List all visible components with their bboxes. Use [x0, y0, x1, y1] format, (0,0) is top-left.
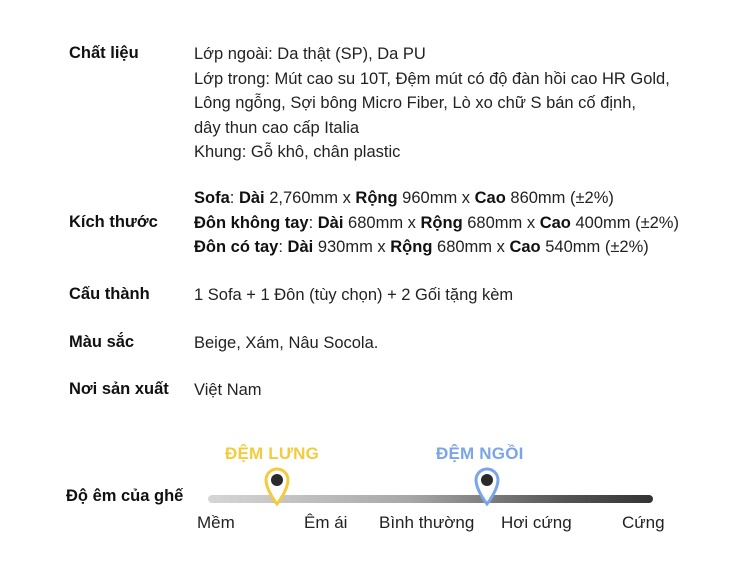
- scale-label-soft: Mềm: [197, 513, 235, 532]
- material-line: Lông ngỗng, Sợi bông Micro Fiber, Lò xo chữ S bán cố định,: [194, 94, 636, 112]
- material-label: Chất liệu: [69, 44, 139, 62]
- color-value: Beige, Xám, Nâu Socola.: [194, 334, 379, 352]
- material-line: Khung: Gỗ khô, chân plastic: [194, 143, 401, 161]
- size-label: Kích thước: [69, 213, 158, 231]
- seat-marker-title: ĐỆM NGỒI: [436, 444, 524, 463]
- material-line: Lớp trong: Mút cao su 10T, Đệm mút có độ đàn hồi cao HR Gold,: [194, 69, 670, 88]
- material-value: [194, 42, 670, 165]
- size-value: [194, 186, 679, 260]
- softness-label: Độ êm của ghế: [66, 487, 184, 505]
- size-row-ottoman-arm: Đôn có tay: Dài 930mm x Rộng 680mm x Cao 540mm (±2%): [194, 238, 649, 256]
- origin-value: Việt Nam: [194, 381, 262, 399]
- size-row-ottoman: Đôn không tay: Dài 680mm x Rộng 680mm x Cao 400mm (±2%): [194, 213, 679, 232]
- backrest-pin-icon: [263, 466, 291, 506]
- scale-label-hard: Cứng: [622, 513, 665, 532]
- backrest-marker-title: ĐỆM LƯNG: [225, 444, 320, 463]
- scale-label-firm: Hơi cứng: [501, 513, 572, 532]
- seat-pin-icon: [473, 466, 501, 506]
- scale-label-comfort: Êm ái: [304, 513, 348, 532]
- composition-label: Cấu thành: [69, 285, 150, 303]
- material-line: dây thun cao cấp Italia: [194, 118, 360, 137]
- material-line: Lớp ngoài: Da thật (SP), Da PU: [194, 45, 426, 63]
- composition-value: 1 Sofa + 1 Đôn (tùy chọn) + 2 Gối tặng kèm: [194, 286, 514, 304]
- origin-label: Nơi sản xuất: [69, 380, 169, 398]
- size-row-sofa: Sofa: Dài 2,760mm x Rộng 960mm x Cao 860mm (±2%): [194, 189, 614, 207]
- scale-label-normal: Bình thường: [379, 513, 475, 532]
- color-label: Màu sắc: [69, 333, 135, 351]
